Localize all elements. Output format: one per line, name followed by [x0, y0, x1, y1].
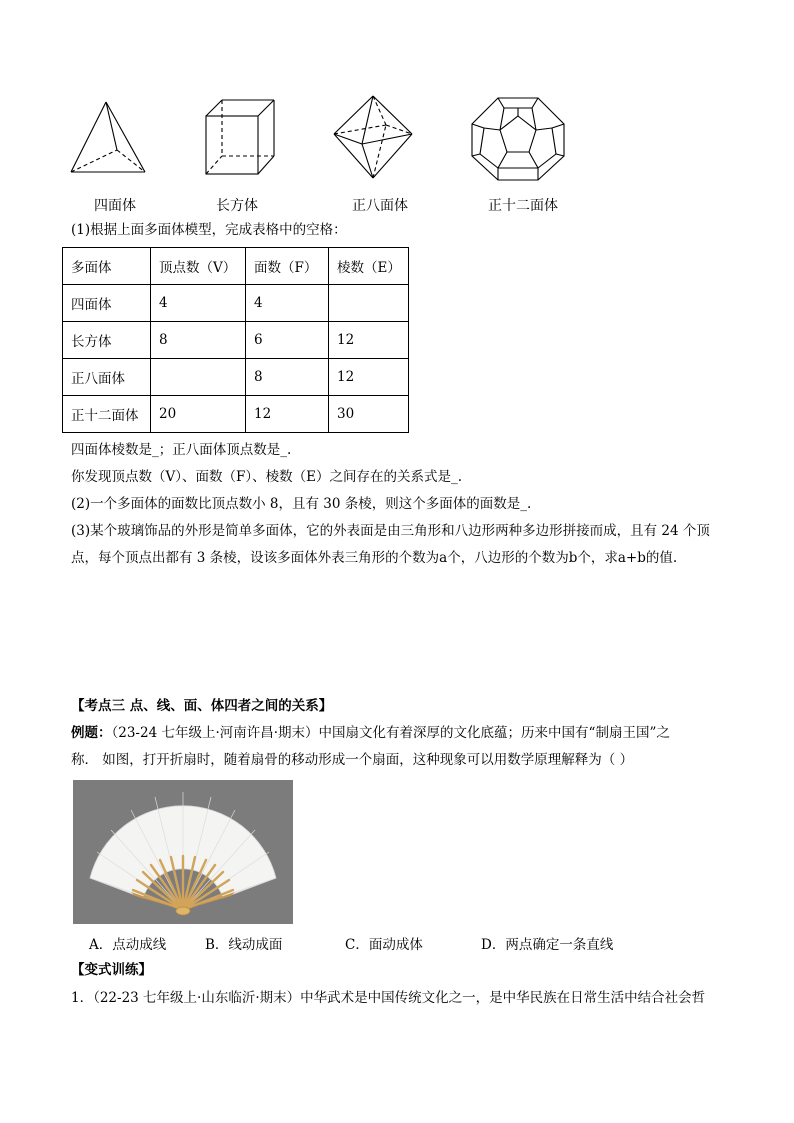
- question-3-line-2: 点，每个顶点出都有 3 条棱，设该多面体外表三角形的个数为a个，八边形的个数为b个，求a+b的值.: [71, 550, 678, 566]
- question-2: (2)一个多面体的面数比顶点数小 8，且有 30 条棱，则这个多面体的面数是_.: [71, 496, 532, 512]
- table-header-cell: 棱数（E）: [329, 248, 409, 285]
- tetrahedron-figure: [68, 98, 148, 176]
- table-cell-blank: [151, 359, 246, 396]
- table-cell: 8: [151, 322, 246, 359]
- example-label: 例题：: [71, 725, 112, 741]
- question-line-1: 四面体棱数是_；正八面体顶点数是_.: [71, 442, 292, 458]
- table-cell: 正十二面体: [63, 396, 151, 433]
- folding-fan-icon: [73, 780, 293, 924]
- table-cell-blank: [329, 285, 409, 322]
- example-line-2: 称． 如图，打开折扇时，随着扇骨的移动形成一个扇面，这种现象可以用数学原理解释为（ ）: [71, 752, 634, 768]
- octahedron-figure: [330, 92, 416, 182]
- table-row: [63, 285, 409, 322]
- question-line-2: 你发现顶点数（V）、面数（F）、棱数（E）之间存在的关系式是_.: [71, 469, 463, 485]
- table-header-cell: 多面体: [63, 248, 151, 285]
- dodecahedron-label: 正十二面体: [488, 198, 558, 214]
- folding-fan-image: [73, 780, 293, 924]
- table-cell: 4: [246, 285, 329, 322]
- table-header-row: [63, 248, 409, 285]
- table-header-cell: 面数（F）: [246, 248, 329, 285]
- option-a[interactable]: A．点动成线: [89, 937, 167, 953]
- question-1-intro: (1)根据上面多面体模型，完成表格中的空格：: [71, 222, 347, 238]
- table-cell: 长方体: [63, 322, 151, 359]
- practice-question-1: 1．（22-23 七年级上·山东临沂·期末）中华武术是中国传统文化之一，是中华民族在日常生活中结合社会哲: [71, 990, 706, 1006]
- dodecahedron-figure: [466, 94, 570, 184]
- cuboid-label: 长方体: [216, 198, 258, 214]
- cuboid-figure: [200, 96, 280, 178]
- answer-options: [89, 933, 613, 953]
- octahedron-label: 正八面体: [352, 198, 408, 214]
- option-b[interactable]: B．线动成面: [205, 937, 283, 953]
- option-d[interactable]: D．两点确定一条直线: [481, 937, 614, 953]
- table-cell: 12: [329, 322, 409, 359]
- table-header-cell: 顶点数（V）: [151, 248, 246, 285]
- polyhedron-table: [62, 247, 409, 433]
- section-heading: 【考点三 点、线、面、体四者之间的关系】: [71, 698, 333, 714]
- table-cell: 12: [246, 396, 329, 433]
- table-row: [63, 322, 409, 359]
- tetrahedron-label: 四面体: [94, 198, 136, 214]
- table-cell: 30: [329, 396, 409, 433]
- table-cell: 6: [246, 322, 329, 359]
- option-c[interactable]: C．面动成体: [345, 937, 423, 953]
- table-row: [63, 359, 409, 396]
- example-text: （23-24 七年级上·河南许昌·期末）中国扇文化有着深厚的文化底蕴；历来中国有“制扇王国”之: [111, 725, 670, 741]
- table-cell: 12: [329, 359, 409, 396]
- table-cell: 20: [151, 396, 246, 433]
- practice-heading: 【变式训练】: [71, 962, 152, 978]
- table-cell: 4: [151, 285, 246, 322]
- table-cell: 正八面体: [63, 359, 151, 396]
- question-3-line-1: (3)某个玻璃饰品的外形是简单多面体，它的外表面是由三角形和八边形两种多边形拼接而成，且有 24 个顶: [71, 523, 710, 539]
- table-cell: 8: [246, 359, 329, 396]
- table-cell: 四面体: [63, 285, 151, 322]
- table-row: [63, 396, 409, 433]
- example-line-1: [71, 723, 670, 743]
